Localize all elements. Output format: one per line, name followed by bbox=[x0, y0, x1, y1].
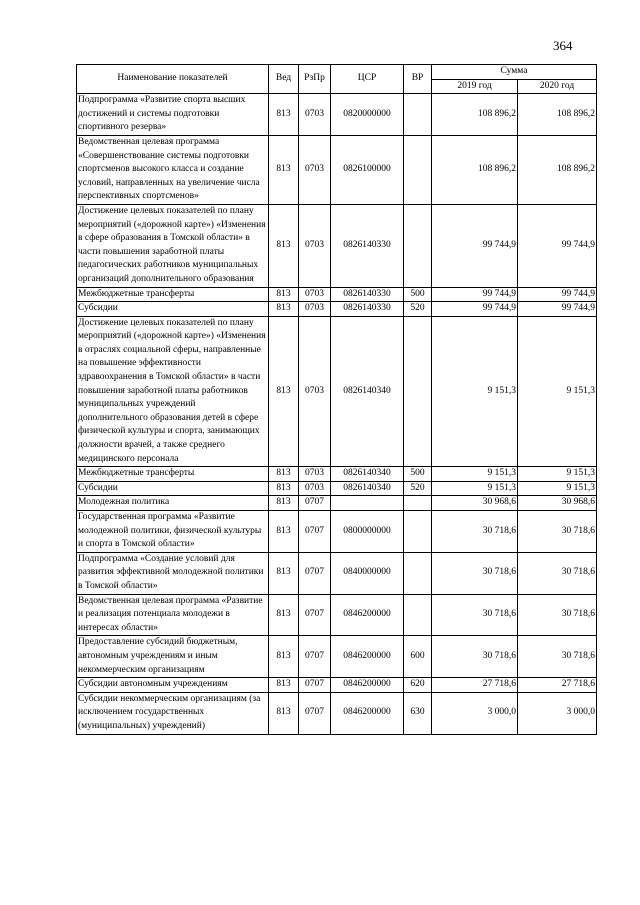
table-row bbox=[77, 678, 597, 693]
cell-sum-2019: 9 151,3 bbox=[432, 481, 518, 496]
cell-ved: 813 bbox=[269, 481, 299, 496]
cell-ved: 813 bbox=[269, 302, 299, 317]
cell-csr: 0826140330 bbox=[331, 287, 404, 302]
cell-sum-2020: 30 718,6 bbox=[518, 511, 597, 553]
table-row bbox=[77, 552, 597, 594]
cell-name: Субсидии bbox=[77, 481, 269, 496]
cell-sum-2020: 9 151,3 bbox=[518, 481, 597, 496]
cell-csr: 0826140340 bbox=[331, 467, 404, 482]
cell-ved: 813 bbox=[269, 94, 299, 136]
cell-name: Предоставление субсидий бюджетным, автономным учреждениям и иным некоммерческим организациям bbox=[77, 636, 269, 678]
cell-sum-2020: 99 744,9 bbox=[518, 287, 597, 302]
cell-sum-2020: 27 718,6 bbox=[518, 678, 597, 693]
cell-sum-2020: 9 151,3 bbox=[518, 316, 597, 467]
cell-name: Субсидии некоммерческим организациям (за исключением государственных (муниципальных) учреждений) bbox=[77, 692, 269, 734]
page-number: 364 bbox=[553, 38, 573, 53]
cell-rzpr: 0703 bbox=[299, 481, 331, 496]
cell-csr: 0846200000 bbox=[331, 692, 404, 734]
cell-vr bbox=[404, 594, 432, 636]
col-header-2019: 2019 год bbox=[432, 79, 518, 94]
cell-rzpr: 0703 bbox=[299, 467, 331, 482]
cell-rzpr: 0707 bbox=[299, 636, 331, 678]
table-row bbox=[77, 287, 597, 302]
cell-name: Государственная программа «Развитие молодежной политики, физической культуры и спорта в Томской области» bbox=[77, 511, 269, 553]
cell-rzpr: 0707 bbox=[299, 594, 331, 636]
cell-rzpr: 0707 bbox=[299, 678, 331, 693]
cell-csr: 0826140340 bbox=[331, 316, 404, 467]
table-row bbox=[77, 135, 597, 204]
cell-csr: 0826100000 bbox=[331, 135, 404, 204]
cell-vr bbox=[404, 552, 432, 594]
cell-ved: 813 bbox=[269, 316, 299, 467]
col-header-sum: Сумма bbox=[432, 65, 597, 80]
table-row bbox=[77, 467, 597, 482]
cell-vr bbox=[404, 135, 432, 204]
cell-name: Подпрограмма «Развитие спорта высших достижений и системы подготовки спортивного резерва» bbox=[77, 94, 269, 136]
cell-csr: 0800000000 bbox=[331, 511, 404, 553]
cell-csr: 0826140340 bbox=[331, 481, 404, 496]
cell-sum-2019: 9 151,3 bbox=[432, 467, 518, 482]
cell-csr: 0826140330 bbox=[331, 302, 404, 317]
cell-name: Подпрограмма «Создание условий для развития эффективной молодежной политики в Томской области» bbox=[77, 552, 269, 594]
table-row bbox=[77, 204, 597, 287]
cell-sum-2020: 99 744,9 bbox=[518, 204, 597, 287]
cell-rzpr: 0707 bbox=[299, 511, 331, 553]
cell-sum-2019: 30 968,6 bbox=[432, 496, 518, 511]
cell-ved: 813 bbox=[269, 287, 299, 302]
cell-rzpr: 0703 bbox=[299, 302, 331, 317]
table-row bbox=[77, 636, 597, 678]
cell-sum-2020: 9 151,3 bbox=[518, 467, 597, 482]
cell-sum-2019: 30 718,6 bbox=[432, 511, 518, 553]
table-row bbox=[77, 511, 597, 553]
table-row bbox=[77, 316, 597, 467]
cell-ved: 813 bbox=[269, 511, 299, 553]
cell-sum-2019: 3 000,0 bbox=[432, 692, 518, 734]
cell-vr: 500 bbox=[404, 287, 432, 302]
cell-sum-2020: 108 896,2 bbox=[518, 94, 597, 136]
cell-name: Субсидии bbox=[77, 302, 269, 317]
cell-sum-2019: 99 744,9 bbox=[432, 287, 518, 302]
cell-rzpr: 0703 bbox=[299, 135, 331, 204]
cell-ved: 813 bbox=[269, 636, 299, 678]
cell-ved: 813 bbox=[269, 552, 299, 594]
cell-sum-2019: 27 718,6 bbox=[432, 678, 518, 693]
cell-rzpr: 0707 bbox=[299, 692, 331, 734]
cell-sum-2020: 30 718,6 bbox=[518, 552, 597, 594]
cell-vr: 520 bbox=[404, 481, 432, 496]
cell-sum-2020: 30 718,6 bbox=[518, 636, 597, 678]
table-row bbox=[77, 481, 597, 496]
cell-csr bbox=[331, 496, 404, 511]
cell-name: Ведомственная целевая программа «Развитие и реализация потенциала молодежи в интересах области» bbox=[77, 594, 269, 636]
col-header-csr: ЦСР bbox=[331, 65, 404, 94]
cell-name: Молодежная политика bbox=[77, 496, 269, 511]
cell-name: Межбюджетные трансферты bbox=[77, 287, 269, 302]
cell-name: Межбюджетные трансферты bbox=[77, 467, 269, 482]
cell-ved: 813 bbox=[269, 467, 299, 482]
cell-vr: 520 bbox=[404, 302, 432, 317]
cell-name: Достижение целевых показателей по плану мероприятий («дорожной карте») «Изменения в отраслях социальной сферы, направленные на повышение эффективности здравоохранения в Томской области» в части повышения заработной платы работников муниципальных учреждений дополнительного образования детей в сфере физической культуры и спорта, занимающих должности врачей, а также среднего медицинского персонала bbox=[77, 316, 269, 467]
cell-ved: 813 bbox=[269, 692, 299, 734]
cell-vr bbox=[404, 204, 432, 287]
cell-rzpr: 0703 bbox=[299, 94, 331, 136]
cell-sum-2020: 30 968,6 bbox=[518, 496, 597, 511]
cell-rzpr: 0703 bbox=[299, 316, 331, 467]
col-header-rzpr: РзПр bbox=[299, 65, 331, 94]
table-row bbox=[77, 692, 597, 734]
cell-vr bbox=[404, 496, 432, 511]
cell-name: Ведомственная целевая программа «Совершенствование системы подготовки спортсменов высокого класса и создание условий, направленных на увеличение числа перспективных спортсменов» bbox=[77, 135, 269, 204]
cell-vr: 630 bbox=[404, 692, 432, 734]
cell-sum-2019: 108 896,2 bbox=[432, 94, 518, 136]
cell-name: Субсидии автономным учреждениям bbox=[77, 678, 269, 693]
cell-sum-2020: 30 718,6 bbox=[518, 594, 597, 636]
col-header-name: Наименование показателей bbox=[77, 65, 269, 94]
cell-vr: 500 bbox=[404, 467, 432, 482]
cell-rzpr: 0703 bbox=[299, 287, 331, 302]
cell-sum-2019: 99 744,9 bbox=[432, 302, 518, 317]
cell-csr: 0840000000 bbox=[331, 552, 404, 594]
col-header-vr: ВР bbox=[404, 65, 432, 94]
table-row bbox=[77, 94, 597, 136]
cell-sum-2019: 30 718,6 bbox=[432, 552, 518, 594]
budget-table bbox=[76, 64, 597, 735]
cell-sum-2019: 108 896,2 bbox=[432, 135, 518, 204]
cell-sum-2020: 108 896,2 bbox=[518, 135, 597, 204]
cell-vr bbox=[404, 511, 432, 553]
cell-csr: 0826140330 bbox=[331, 204, 404, 287]
cell-vr bbox=[404, 316, 432, 467]
table-row bbox=[77, 594, 597, 636]
cell-sum-2019: 30 718,6 bbox=[432, 594, 518, 636]
cell-sum-2020: 99 744,9 bbox=[518, 302, 597, 317]
cell-csr: 0820000000 bbox=[331, 94, 404, 136]
col-header-2020: 2020 год bbox=[518, 79, 597, 94]
cell-rzpr: 0707 bbox=[299, 496, 331, 511]
cell-ved: 813 bbox=[269, 204, 299, 287]
cell-ved: 813 bbox=[269, 135, 299, 204]
table-row bbox=[77, 496, 597, 511]
cell-csr: 0846200000 bbox=[331, 678, 404, 693]
cell-sum-2019: 9 151,3 bbox=[432, 316, 518, 467]
cell-ved: 813 bbox=[269, 594, 299, 636]
cell-vr: 620 bbox=[404, 678, 432, 693]
cell-sum-2020: 3 000,0 bbox=[518, 692, 597, 734]
table-row bbox=[77, 302, 597, 317]
cell-sum-2019: 30 718,6 bbox=[432, 636, 518, 678]
cell-csr: 0846200000 bbox=[331, 636, 404, 678]
cell-rzpr: 0703 bbox=[299, 204, 331, 287]
cell-ved: 813 bbox=[269, 678, 299, 693]
cell-name: Достижение целевых показателей по плану мероприятий («дорожной карте») «Изменения в сфере образования в Томской области» в части повышения заработной платы педагогических работников муниципальных организаций дополнительного образования bbox=[77, 204, 269, 287]
col-header-ved: Вед bbox=[269, 65, 299, 94]
cell-vr bbox=[404, 94, 432, 136]
cell-ved: 813 bbox=[269, 496, 299, 511]
cell-sum-2019: 99 744,9 bbox=[432, 204, 518, 287]
cell-vr: 600 bbox=[404, 636, 432, 678]
cell-rzpr: 0707 bbox=[299, 552, 331, 594]
cell-csr: 0846200000 bbox=[331, 594, 404, 636]
